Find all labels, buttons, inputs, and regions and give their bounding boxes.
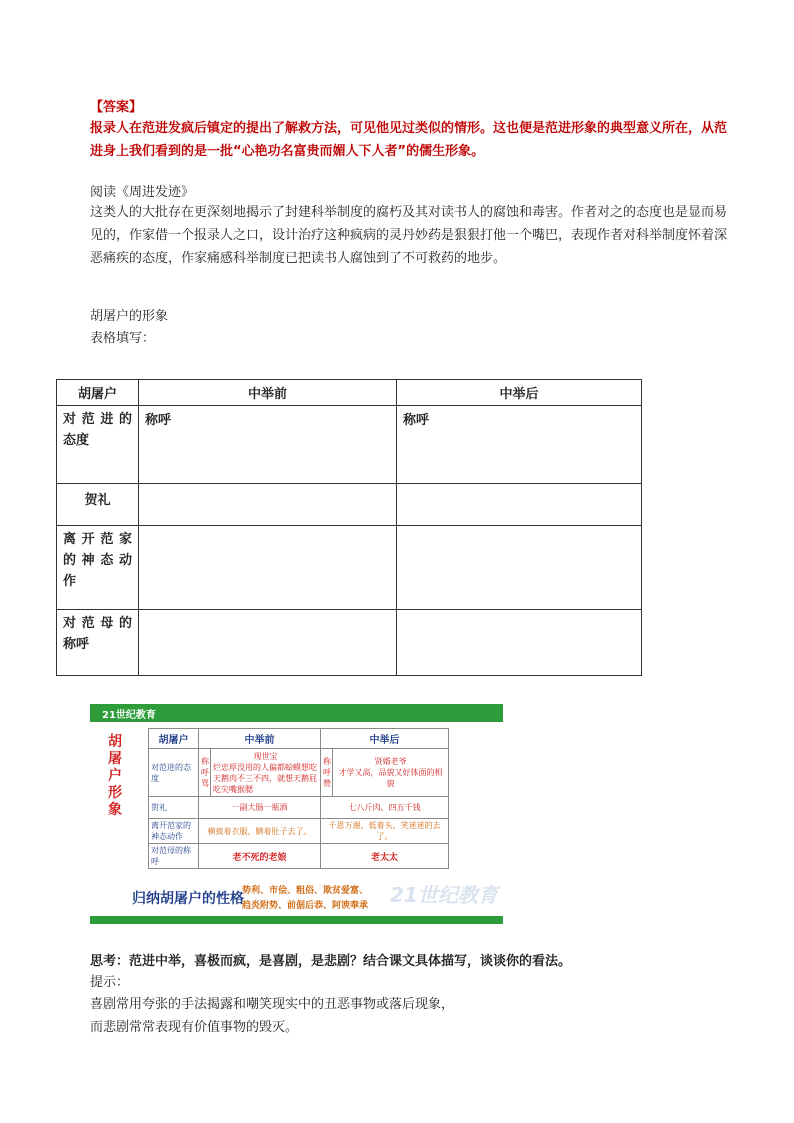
slide-bottom-bar xyxy=(90,916,503,924)
cell-value: 千恩万谢，低着头，笑迷迷的去了。 xyxy=(321,819,449,844)
cell-value xyxy=(333,749,449,797)
cell-value xyxy=(211,749,321,797)
row-label: 对范进的态度 xyxy=(149,749,199,797)
table-row xyxy=(57,610,642,676)
table-header-row xyxy=(57,380,642,406)
table-row xyxy=(149,749,449,797)
before-write-value: 烂忠厚没用的人偏都蛤蟆想吃天鹅肉不三不四，就想天鹅屁吃尖嘴猴腮 xyxy=(213,762,317,794)
answer-cell-before[interactable] xyxy=(139,484,397,526)
table-header-row xyxy=(149,729,449,749)
slide-top-bar xyxy=(90,704,503,722)
row-label: 对 范 进 的 态度 xyxy=(57,406,139,484)
row-label: 贺礼 xyxy=(149,797,199,819)
reading-text: 这类人的大批存在更深刻地揭示了封建科举制度的腐朽及其对读书人的腐蚀和毒害。作者对之的态度也是显而易见的，作家借一个报录人之口，设计治疗这种疯病的灵丹妙药是狠狠打他一个嘴巴，表现作者对科举制度怀着深恶痛疾的态度，作家痛感科举制度已把读书人腐蚀到了不可救药的地步。 xyxy=(90,205,728,266)
hint-line: 而悲剧常常表现有价值事物的毁灭。 xyxy=(90,1020,299,1035)
after-call-label: 称呼 xyxy=(323,757,331,777)
think-question: 思考：范进中举，喜极而疯，是喜剧，是悲剧？结合课文具体描写，谈谈你的看法。 xyxy=(90,954,572,969)
slide-vertical-title: 胡屠户形象 xyxy=(108,734,122,818)
cell-value: 横披着衣服，腆着肚子去了。 xyxy=(199,819,321,844)
answer-cell-after[interactable]: 称呼 xyxy=(397,406,642,484)
slide-table xyxy=(148,728,449,869)
table-row xyxy=(149,844,449,869)
section-title: 胡屠户的形象 xyxy=(90,309,169,324)
after-call-value: 贤婿老爷 xyxy=(374,757,407,766)
before-write-label: 骂 xyxy=(201,779,209,788)
watermark: 21世纪教育 xyxy=(390,883,498,907)
answer-cell-after[interactable] xyxy=(397,610,642,676)
cell-label xyxy=(199,749,211,797)
section-subtitle: 表格填写： xyxy=(90,331,156,346)
cell-value: 七八斤肉、四五千钱 xyxy=(321,797,449,819)
table-row xyxy=(149,819,449,844)
row-label: 对 范 母 的 称呼 xyxy=(57,610,139,676)
logo: 21世纪教育 xyxy=(102,710,156,721)
answer-cell-after[interactable] xyxy=(397,484,642,526)
before-call-value: 现世宝 xyxy=(253,751,278,761)
table-row xyxy=(57,406,642,484)
cell-label xyxy=(321,749,333,797)
answer-text: 报录人在范进发疯后镇定的提出了解救方法，可见他见过类似的情形。这也便是范进形象的典型意义所在，从范进身上我们看到的是一批“心艳功名富贵而媚人下人者”的儒生形象。 xyxy=(90,121,728,159)
row-label: 贺礼 xyxy=(57,484,139,526)
hint-line: 喜剧常用夸张的手法揭露和嘲笑现实中的丑恶事物或落后现象， xyxy=(90,997,455,1012)
table-row xyxy=(57,484,642,526)
answer-cell-after[interactable] xyxy=(397,526,642,610)
slide-summary-line: 势利、市侩、粗俗、欺贫爱富、 xyxy=(242,886,369,896)
table-header-cell: 胡屠户 xyxy=(57,380,139,406)
slide-image xyxy=(90,704,503,924)
answer-cell-before[interactable]: 称呼 xyxy=(139,406,397,484)
slide-summary-line: 趋炎附势、前倨后恭、阿谀奉承 xyxy=(242,901,369,911)
cell-value: 老不死的老娘 xyxy=(199,844,321,869)
after-write-label: 赞 xyxy=(323,779,331,788)
table-header-cell: 中举前 xyxy=(139,380,397,406)
table-header-cell: 中举前 xyxy=(199,729,321,749)
slide-summary-title: 归纳胡屠户的性格 xyxy=(132,891,244,907)
table-header-cell: 中举后 xyxy=(397,380,642,406)
before-call-label: 称呼 xyxy=(201,757,209,777)
table-header-cell: 中举后 xyxy=(321,729,449,749)
row-label: 离开范家的神态动作 xyxy=(149,819,199,844)
hint-label: 提示： xyxy=(90,975,130,990)
table-header-cell: 胡屠户 xyxy=(149,729,199,749)
cell-value: 老太太 xyxy=(321,844,449,869)
after-write-value: 才学又高，品貌又好体面的相貌 xyxy=(338,768,443,788)
row-label: 对范母的称呼 xyxy=(149,844,199,869)
table-row xyxy=(149,797,449,819)
answer-heading: 【答案】 xyxy=(90,100,143,115)
row-label: 离 开 范 家 的 神 态 动 作 xyxy=(57,526,139,610)
table-row xyxy=(57,526,642,610)
answer-cell-before[interactable] xyxy=(139,610,397,676)
fill-in-table xyxy=(56,379,642,676)
cell-value: 一副大肠一瓶酒 xyxy=(199,797,321,819)
reading-title: 阅读《周进发迹》 xyxy=(90,185,195,200)
answer-cell-before[interactable] xyxy=(139,526,397,610)
